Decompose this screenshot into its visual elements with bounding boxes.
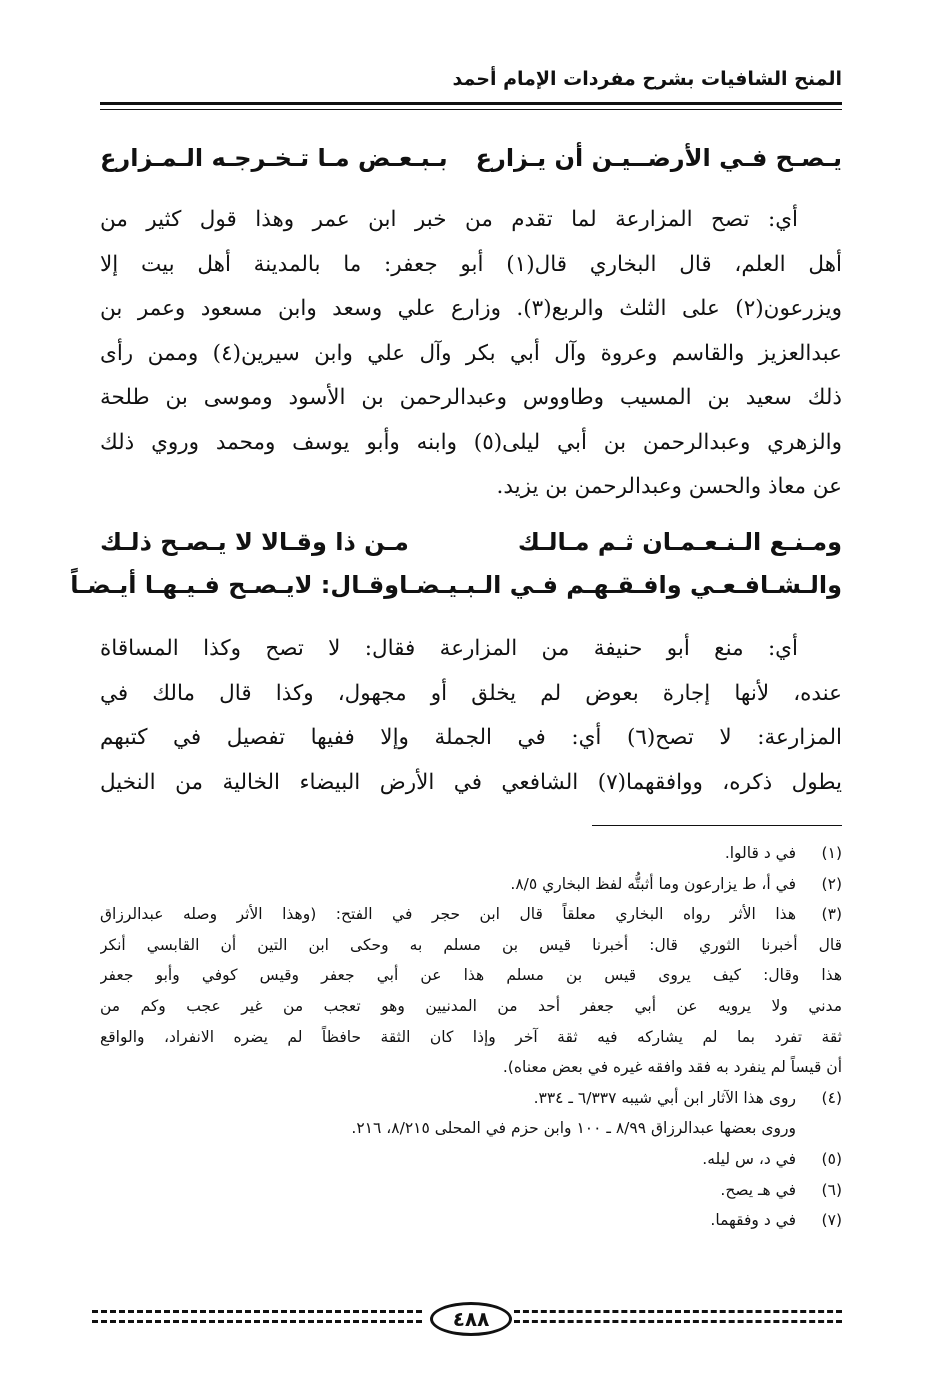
footer-dash-right-top [514, 1310, 842, 1313]
paragraph-line: عنده، لأنها إجارة بعوض لم يخلق أو مجهول، وكذا قال مالك في [100, 680, 842, 706]
paragraph-line: يطول ذكره، ووافقهما(٧) الشافعي في الأرض البيضاء الخالية من النخيل [100, 769, 842, 795]
footnote-text: في د وفقهما. [710, 1211, 796, 1230]
verse-hemistich-right: يـصـح فـي الأرضــيـن أن يـزارع [475, 144, 842, 172]
footnote [100, 1205, 842, 1236]
footnote-number: (٧) [821, 1211, 842, 1230]
footnote-number: (٢) [821, 874, 842, 893]
footnotes [100, 838, 842, 1236]
verse-hemistich-left: مـن ذا وقـالا لا يـصـح ذلـك [100, 528, 409, 556]
commentary-paragraph [100, 627, 842, 805]
footnote-text: في هـ يصح. [720, 1180, 796, 1199]
footnote-number: (٦) [821, 1180, 842, 1199]
header-rule-thin [100, 109, 842, 110]
verse-line [100, 138, 842, 178]
footnote-number: (٣) [821, 905, 842, 924]
footnote [100, 1113, 842, 1144]
paragraph-line: ويزرعون(٢) على الثلث والربع(٣). وزارع علي وسعد وابن مسعود وعمر بن [100, 296, 842, 321]
running-head: المنح الشافيات بشرح مفردات الإمام أحمد [452, 68, 842, 90]
verse-hemistich-left: بـبـعـض مـا تـخـرجـه الـمـزارع [100, 144, 448, 172]
footnote-number: (١) [821, 844, 842, 862]
paragraph-line: المزارعة: لا تصح(٦) أي: في الجملة وإلا ففيها تفصيل في كتبهم [100, 725, 842, 750]
footnote-text: قال أخبرنا الثوري قال: أخبرنا قيس بن مسلم به وحكى ابن التين أن القابسي أنكر [100, 935, 842, 954]
verse-hemistich-right: ومـنـع الـنـعـمـان ثـم مـالـك [517, 528, 842, 556]
page-number: ٤٨٨ [430, 1302, 512, 1336]
footnote [100, 899, 842, 930]
paragraph-line: عن معاذ والحسن وعبدالرحمن بن يزيد. [496, 474, 842, 499]
paragraph-line: عبدالعزيز والقاسم وعروة وآل أبي بكر وآل علي وابن سيرين(٤) وممن رأى [100, 340, 842, 366]
footer-dash-right-bottom [514, 1320, 842, 1323]
verse-hemistich-left: وقـال: لايـصـح فـيـهـا أيـضـاً [70, 571, 400, 599]
footnote [100, 1083, 842, 1114]
footnote-continuation [100, 930, 842, 1083]
footnote [100, 1144, 842, 1175]
footer-dash-left-top [92, 1310, 422, 1313]
paragraph-line: أي: منع أبو حنيفة من المزارعة فقال: لا تصح وكذا المساقاة [100, 636, 798, 661]
verse-line [100, 522, 842, 562]
footnote-text: في د، س ليله. [702, 1149, 796, 1168]
footnote-text: هذا الأثر رواه البخاري معلقاً قال ابن حجر في الفتح: (وهذا الأثر وصله عبدالرزاق [100, 905, 796, 924]
paragraph-line: أهل العلم، قال البخاري قال(١) أبو جعفر: ما بالمدينة أهل بيت إلا [100, 251, 842, 277]
verse-line [70, 565, 842, 605]
footnote [100, 838, 842, 869]
footnote [100, 869, 842, 900]
footnote-text: وروى بعضها عبدالرزاق ٨/٩٩ ـ ١٠٠ وابن حزم في المحلى ٨/٢١٥، ٢١٦. [351, 1119, 796, 1138]
footnote-number: (٤) [821, 1088, 842, 1107]
footnote-text: هذا وقال: كيف يروى قيس بن مسلم هذا عن أبي جعفر وقيس كوفي وأبو جعفر [100, 966, 842, 985]
footnote-text: في د قالوا. [724, 844, 796, 862]
paragraph-line: أي: تصح المزارعة لما تقدم من خبر ابن عمر وهذا قول كثير من [100, 207, 798, 232]
commentary-paragraph [100, 198, 842, 510]
paragraph-line: والزهري وعبدالرحمن بن أبي ليلى(٥) وابنه وأبو يوسف ومحمد وروي ذلك [100, 429, 842, 455]
footnote-text: ثقة تفرد بما لم يشاركه فيه ثقة آخر وإذا كان الثقة حافظاً لم يضره الانفراد، والواقع [100, 1027, 842, 1046]
footnote-text: مدني ولا يرويه عن أبي جعفر أحد من المدنيين وهو تعجب من غير عجب وكم من [100, 996, 842, 1015]
footnote-text: أن قيساً لم ينفرد به فقد وافقه غيره في بعض معناه). [502, 1058, 842, 1077]
header-rule-thick [100, 102, 842, 105]
footnote-number: (٥) [821, 1149, 842, 1168]
footnote-separator [592, 825, 842, 826]
footnote [100, 1175, 842, 1206]
verse-hemistich-right: والـشـافـعـي وافـقـهـم فـي الـبـيـضـا [399, 571, 842, 599]
footnote-text: في أ، ط يزارعون وما أثبتُّه لفظ البخاري ٨/٥. [510, 874, 796, 893]
footer-dash-left-bottom [92, 1320, 422, 1323]
paragraph-line: ذلك سعيد بن المسيب وطاووس وعبدالرحمن بن الأسود وموسى بن طلحة [100, 385, 842, 410]
footnote-text: روى هذا الآثار ابن أبي شيبه ٦/٣٣٧ ـ ٣٣٤. [533, 1088, 796, 1107]
